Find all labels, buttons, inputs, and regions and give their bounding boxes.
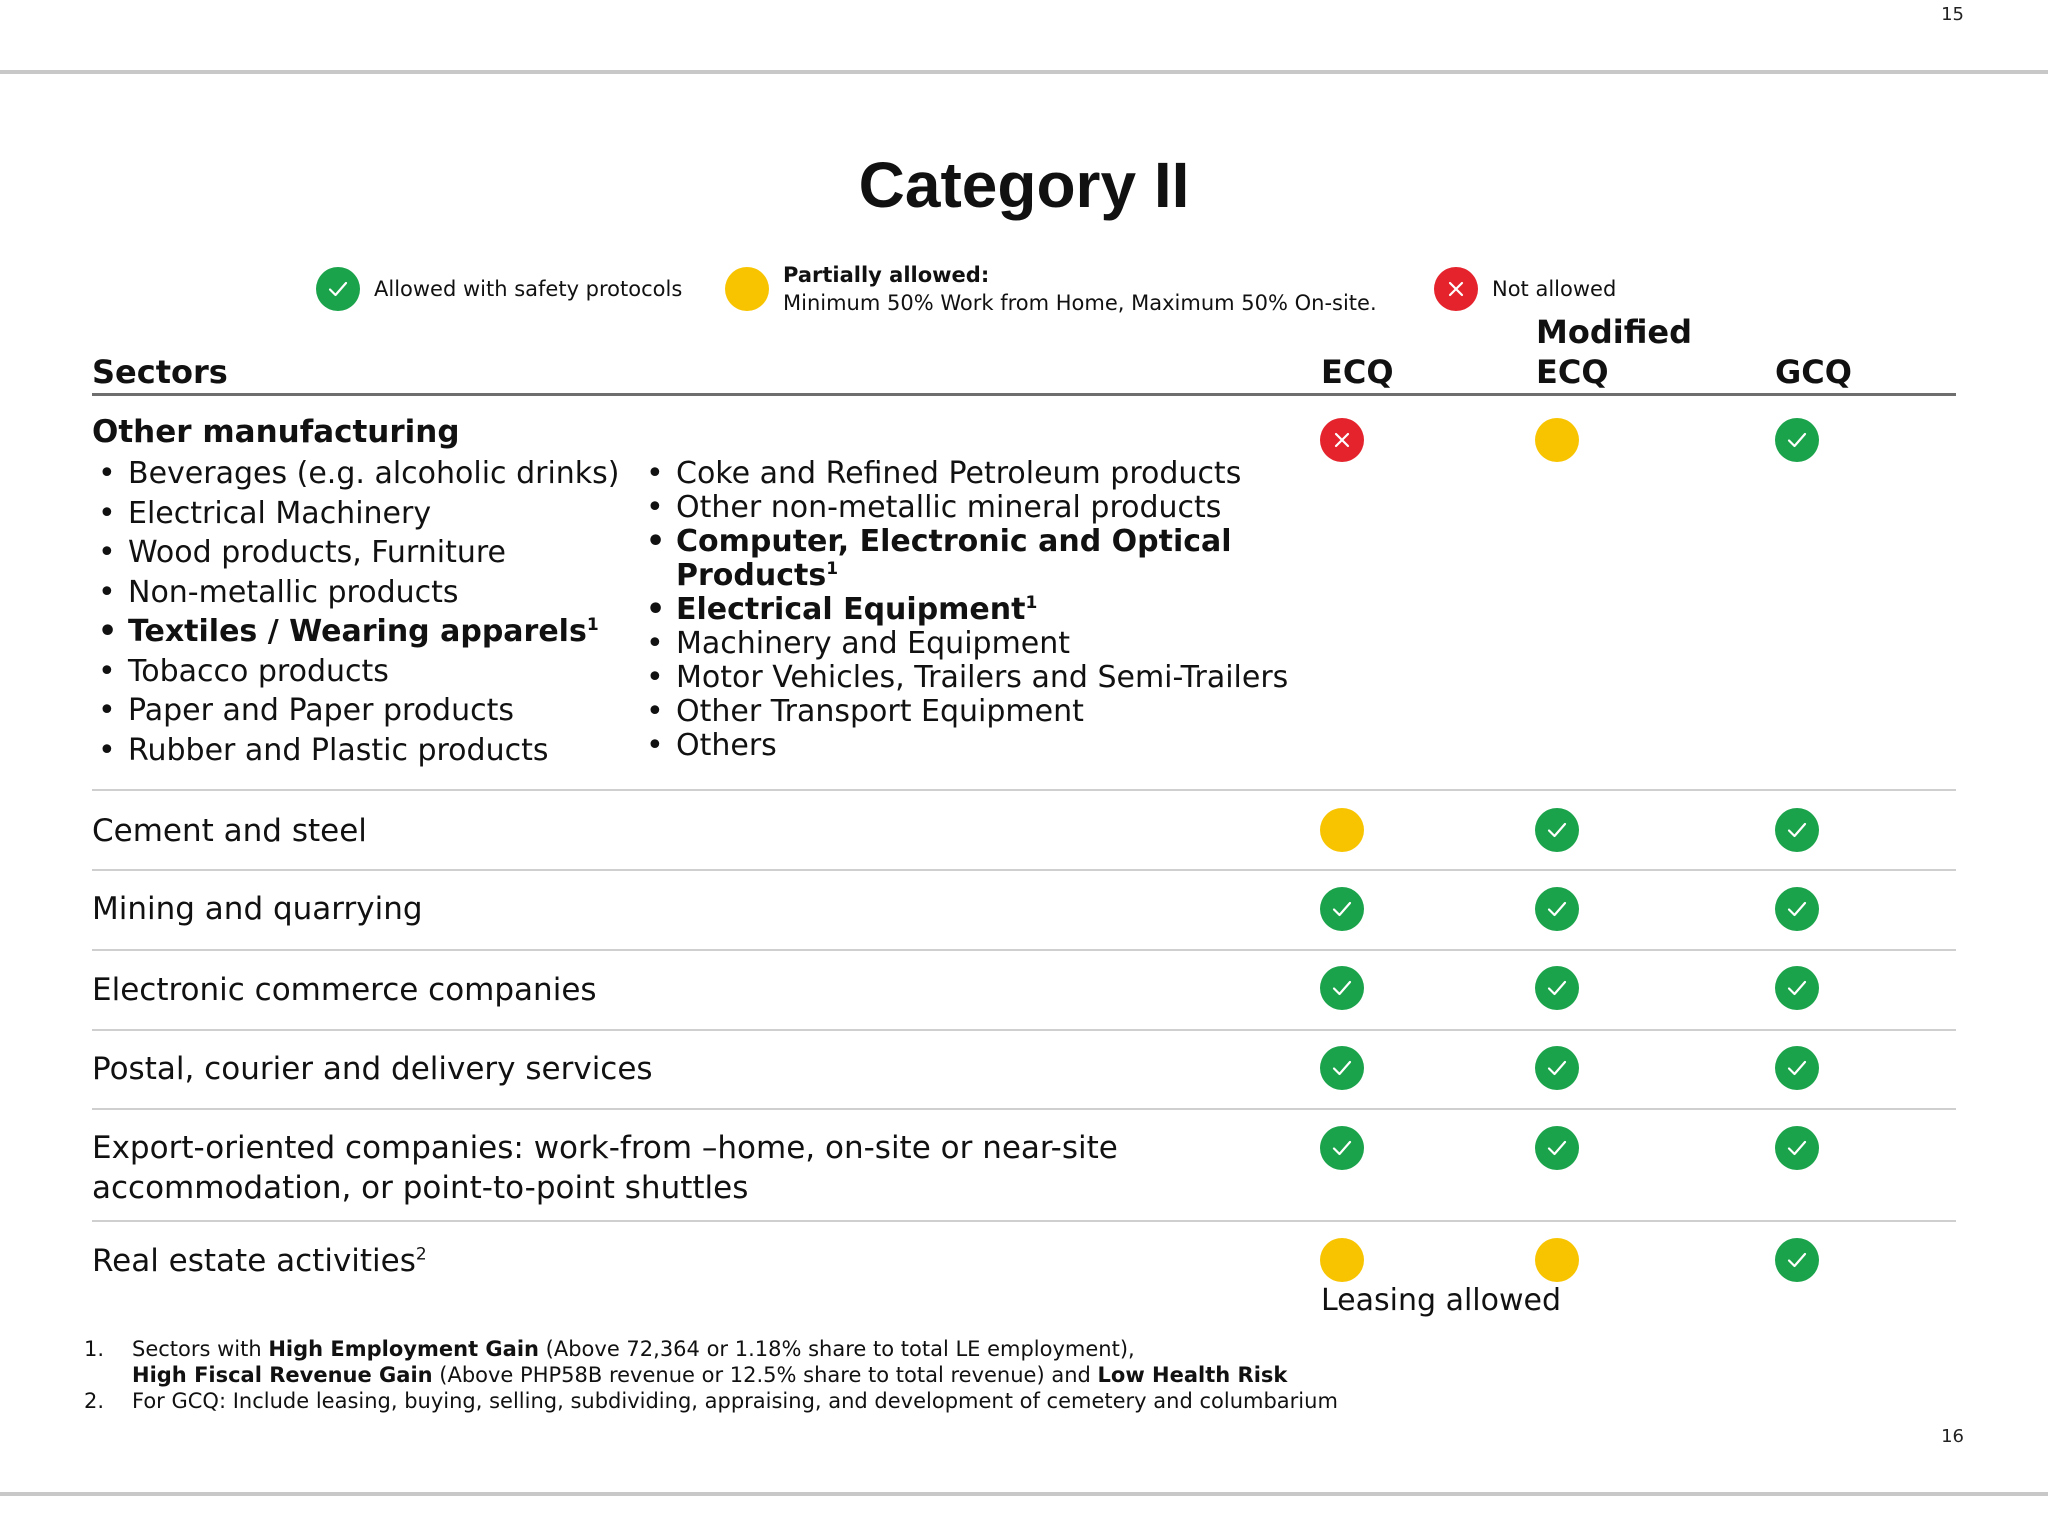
row-divider <box>92 869 1956 871</box>
legend-partial-desc: Minimum 50% Work from Home, Maximum 50% On-site. <box>783 291 1377 315</box>
leasing-note: Leasing allowed <box>1321 1283 1562 1318</box>
column-header-ecq: ECQ <box>1321 353 1394 391</box>
list-item-text: Electrical Equipment <box>676 592 1026 627</box>
manufacturing-list-right <box>640 457 1288 763</box>
check-circle-icon <box>1775 1126 1819 1170</box>
header-divider <box>92 393 1956 396</box>
footnote-1 <box>84 1336 1338 1388</box>
manufacturing-list-item <box>640 593 1288 627</box>
check-circle-icon <box>1535 808 1579 852</box>
list-item-text: Other non-metallic mineral products <box>676 490 1222 525</box>
legend-partial-text <box>783 261 1377 317</box>
footnote-number: 2. <box>84 1389 105 1413</box>
row-label-ecommerce: Electronic commerce companies <box>92 972 597 1008</box>
check-circle-icon <box>1775 887 1819 931</box>
list-item-text: Non-metallic products <box>128 574 459 610</box>
check-circle-icon <box>1775 808 1819 852</box>
row-label-cement-steel: Cement and steel <box>92 813 367 849</box>
footnote-2-text: For GCQ: Include leasing, buying, selling, subdividing, appraising, and development of cemetery and columbarium <box>132 1389 1338 1413</box>
column-header-modified-line1: Modified <box>1536 313 1693 351</box>
list-item-text: Coke and Refined Petroleum products <box>676 456 1242 491</box>
footnote-number: 1. <box>84 1337 105 1361</box>
footnote-emphasis: High Employment Gain <box>268 1337 539 1361</box>
list-item-text: Machinery and Equipment <box>676 626 1071 661</box>
yellow-circle-icon <box>1535 418 1579 462</box>
x-circle-icon <box>1320 418 1364 462</box>
check-circle-icon <box>1535 1126 1579 1170</box>
yellow-circle-icon <box>1320 1238 1364 1282</box>
manufacturing-list-item <box>640 695 1288 729</box>
column-header-modified-line2: ECQ <box>1536 353 1609 391</box>
yellow-circle-icon <box>1535 1238 1579 1282</box>
check-circle-icon <box>1320 1126 1364 1170</box>
footnote-marker: 1 <box>586 615 599 635</box>
row-label-export-line2: accommodation, or point-to-point shuttles <box>92 1170 749 1206</box>
manufacturing-list-item <box>640 559 1288 593</box>
manufacturing-list-item <box>92 612 620 652</box>
manufacturing-list-item <box>640 457 1288 491</box>
manufacturing-list-item <box>640 491 1288 525</box>
top-divider <box>0 70 2048 74</box>
list-item-text: Paper and Paper products <box>128 693 514 728</box>
row-label-mining: Mining and quarrying <box>92 891 423 927</box>
manufacturing-list-item <box>92 691 620 731</box>
bottom-divider <box>0 1492 2048 1496</box>
footnote-text: Sectors with <box>132 1337 269 1361</box>
row-label-export-line1: Export-oriented companies: work-from –home, on-site or near-site <box>92 1130 1118 1166</box>
list-item-text: Products <box>676 558 827 593</box>
row-divider <box>92 949 1956 951</box>
check-circle-icon <box>1320 1046 1364 1090</box>
group-title-other-manufacturing: Other manufacturing <box>92 414 460 450</box>
legend-partial <box>725 256 1377 322</box>
list-item-text: Rubber and Plastic products <box>128 732 549 768</box>
check-circle-icon <box>1775 418 1819 462</box>
legend-allowed <box>316 256 682 322</box>
legend-allowed-label: Allowed with safety protocols <box>374 277 683 301</box>
check-circle-icon <box>1775 1046 1819 1090</box>
list-item-text: Electrical Machinery <box>128 495 432 531</box>
manufacturing-list-item <box>92 454 620 494</box>
row-divider <box>92 1029 1956 1031</box>
column-header-sectors: Sectors <box>92 353 228 391</box>
footnote-emphasis: High Fiscal Revenue Gain <box>132 1363 433 1387</box>
row-divider <box>92 1220 1956 1222</box>
footnote-emphasis: Low Health Risk <box>1097 1363 1288 1387</box>
check-circle-icon <box>1775 1238 1819 1282</box>
row-divider <box>92 1108 1956 1110</box>
list-item-text: Computer, Electronic and Optical <box>676 524 1232 559</box>
row-label-export-oriented <box>92 1128 1118 1208</box>
manufacturing-list-item <box>92 652 620 692</box>
column-header-modified-ecq <box>1536 312 1692 392</box>
footnote-marker: 1 <box>1025 593 1038 613</box>
row-divider <box>92 789 1956 791</box>
page-number-top: 15 <box>1941 4 1964 25</box>
list-item-text: Others <box>676 728 777 763</box>
row-label-postal: Postal, courier and delivery services <box>92 1051 653 1087</box>
list-item-text: Other Transport Equipment <box>676 694 1084 729</box>
check-circle-icon <box>1320 966 1364 1010</box>
footnote-text: (Above PHP58B revenue or 12.5% share to total revenue) and <box>432 1363 1098 1387</box>
manufacturing-list-item <box>92 731 620 771</box>
page-number-bottom: 16 <box>1941 1426 1964 1447</box>
manufacturing-list-item <box>92 573 620 613</box>
check-circle-icon <box>1775 966 1819 1010</box>
check-circle-icon <box>1535 966 1579 1010</box>
footnotes <box>84 1336 1338 1414</box>
check-circle-icon <box>1535 1046 1579 1090</box>
footnote-2 <box>84 1388 1338 1414</box>
legend-partial-title: Partially allowed: <box>783 263 990 287</box>
manufacturing-list-item <box>640 661 1288 695</box>
manufacturing-list-item <box>92 494 620 534</box>
page-title: Category II <box>858 149 1190 221</box>
manufacturing-list-item <box>640 729 1288 763</box>
footnote-1-text <box>132 1336 1287 1388</box>
footnote-text: (Above 72,364 or 1.18% share to total LE employment), <box>538 1337 1135 1361</box>
list-item-text: Tobacco products <box>128 653 389 689</box>
column-header-gcq: GCQ <box>1775 353 1852 391</box>
yellow-circle-icon <box>725 267 769 311</box>
manufacturing-list-item <box>640 525 1288 559</box>
footnote-marker: 2 <box>415 1244 427 1265</box>
check-circle-icon <box>1535 887 1579 931</box>
check-circle-icon <box>316 267 360 311</box>
legend-not-allowed-label: Not allowed <box>1492 277 1617 301</box>
manufacturing-list-item <box>640 627 1288 661</box>
manufacturing-list-left <box>92 454 620 770</box>
check-circle-icon <box>1320 887 1364 931</box>
footnote-marker: 1 <box>826 559 839 579</box>
yellow-circle-icon <box>1320 808 1364 852</box>
list-item-text: Textiles / Wearing apparels <box>128 614 587 649</box>
list-item-text: Motor Vehicles, Trailers and Semi-Trailers <box>676 660 1289 695</box>
list-item-text: Beverages (e.g. alcoholic drinks) <box>128 456 620 491</box>
list-item-text: Wood products, Furniture <box>128 535 506 570</box>
x-circle-icon <box>1434 267 1478 311</box>
row-label-real-estate-text: Real estate activities <box>92 1243 416 1279</box>
manufacturing-list-item <box>92 533 620 573</box>
row-label-real-estate <box>92 1241 427 1281</box>
